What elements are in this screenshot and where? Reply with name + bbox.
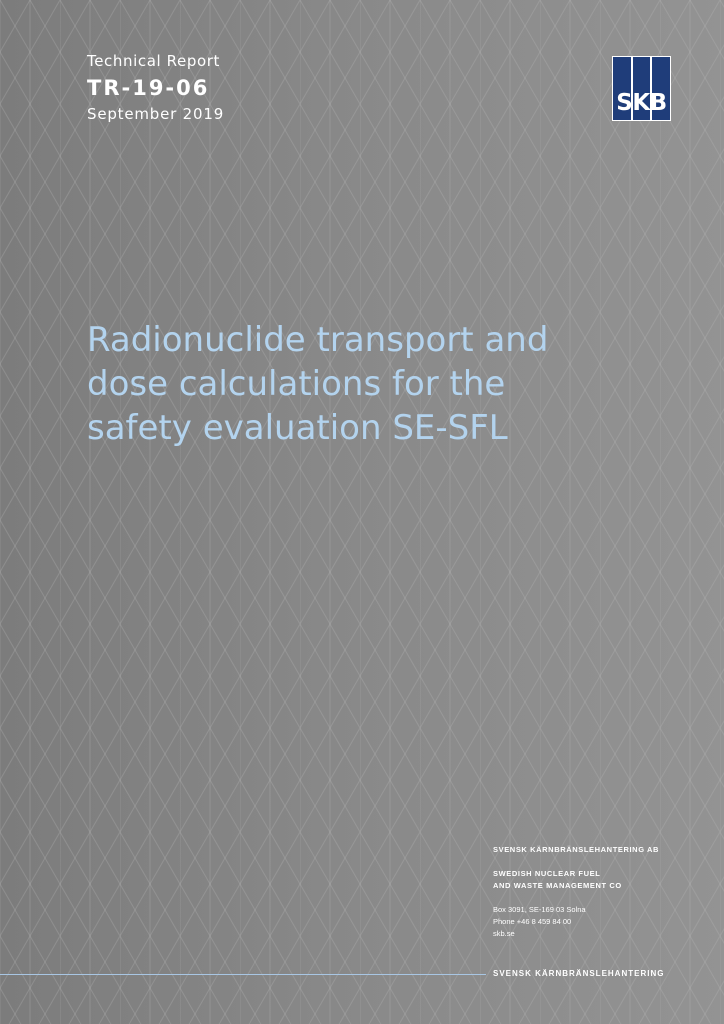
publisher-name-english: SWEDISH NUCLEAR FUEL (493, 869, 601, 878)
report-date: September 2019 (87, 105, 225, 123)
publisher-phone: Phone +46 8 459 84 00 (493, 917, 572, 926)
footer-divider (0, 974, 486, 975)
title-line: safety evaluation SE-SFL (87, 408, 508, 448)
logo-text: SKB (616, 90, 667, 116)
title-line: Radionuclide transport and (87, 320, 549, 360)
publisher-address: Box 3091, SE-169 03 Solna (493, 905, 586, 914)
publisher-name-english: AND WASTE MANAGEMENT CO (493, 881, 622, 890)
report-type: Technical Report (87, 52, 220, 70)
report-number: TR-19-06 (87, 76, 210, 100)
skb-logo (612, 56, 671, 121)
publisher-block (493, 844, 713, 940)
publisher-name-swedish: SVENSK KÄRNBRÄNSLEHANTERING AB (493, 845, 660, 854)
publisher-website: skb.se (493, 929, 515, 938)
title-line: dose calculations for the (87, 364, 506, 404)
document-title (87, 318, 647, 450)
footer-publisher-name: SVENSK KÄRNBRÄNSLEHANTERING (493, 969, 665, 978)
